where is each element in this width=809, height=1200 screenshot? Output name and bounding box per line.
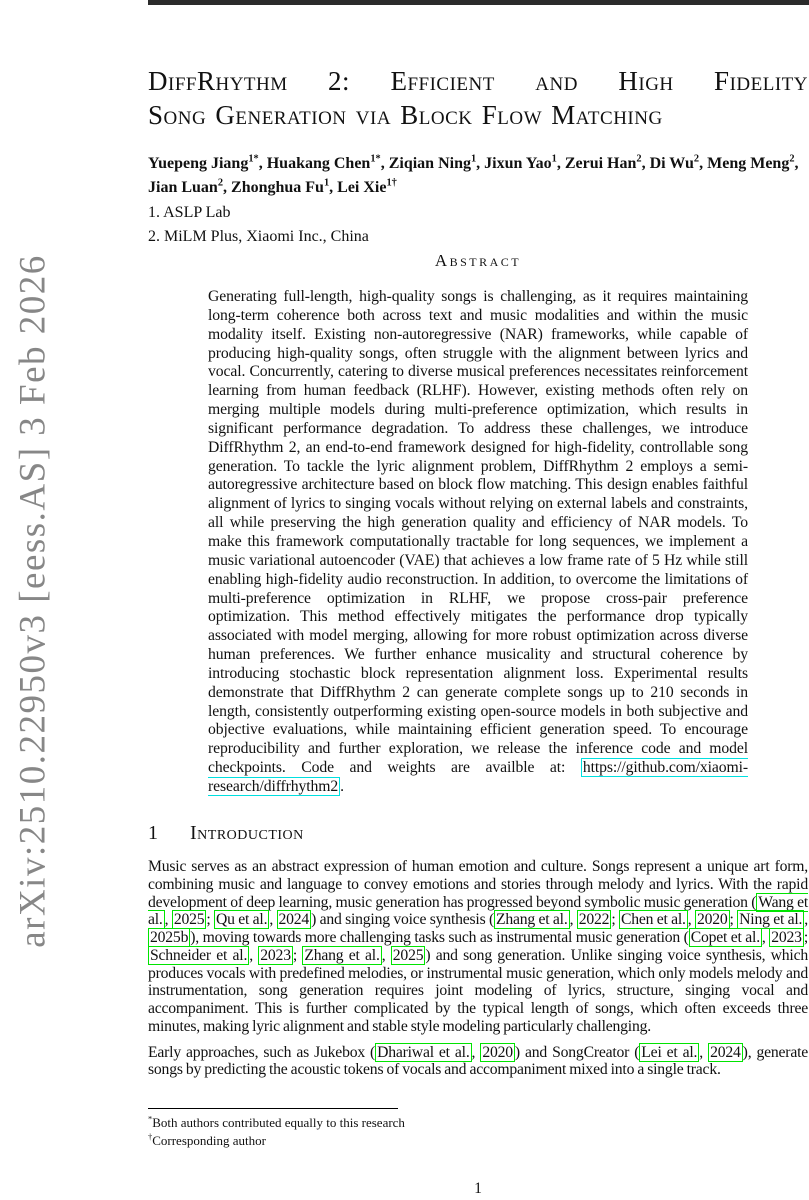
author-superscript: 1: [470, 153, 477, 165]
footnote: *Both authors contributed equally to this research: [148, 1113, 405, 1130]
citation-link[interactable]: Dhariwal et al.: [377, 1043, 470, 1061]
author-superscript: 1: [323, 177, 330, 189]
author: Ziqian Ning$^1$: [388, 153, 477, 172]
author: Zerui Han$^2$: [564, 153, 642, 172]
citation-link[interactable]: 2023: [771, 929, 802, 946]
paper-title: [148, 64, 808, 132]
citation-link[interactable]: 2020: [696, 911, 728, 929]
author-superscript: 1*: [370, 153, 381, 165]
author: Huakang Chen$^{1*}$: [266, 153, 381, 172]
author: Lei Xie$^{1\dagger}$: [337, 177, 397, 196]
citation-link[interactable]: Lei et al.: [641, 1043, 698, 1061]
citation-link[interactable]: 2024: [278, 911, 310, 929]
section-heading-introduction: [148, 822, 304, 845]
footnote-list: [148, 1114, 808, 1149]
author: Jixun Yao$^1$: [484, 153, 557, 172]
affiliation: 2. MiLM Plus, Xiaomi Inc., China: [148, 227, 369, 245]
author: Meng Meng$^2$: [707, 153, 795, 172]
citation-link[interactable]: Wang et al.: [148, 893, 808, 929]
author-superscript: 1*: [248, 153, 259, 165]
affiliation: 1. ASLP Lab: [148, 204, 231, 221]
author-superscript: 2: [636, 153, 642, 165]
arxiv-watermark: arXiv:2510.22950v3 [eess.AS] 3 Feb 2026: [12, 254, 54, 948]
citation-link[interactable]: Ning et al.: [739, 911, 803, 929]
author-superscript: 1†: [386, 177, 397, 189]
citation-link[interactable]: Zhang et al.: [304, 946, 380, 964]
citation-link[interactable]: 2024: [710, 1043, 741, 1061]
citation-link[interactable]: Zhang et al.: [495, 911, 568, 929]
paragraph: Early approaches, such as Jukebox ( Dhariwal et al. , 2020 ) and SongCreator ( Lei et al. , 2024 ), generate songs by predicting the acoustic tokens of vocals and accompaniment mixed into a single track.: [148, 1043, 808, 1079]
footnote-rule: [148, 1108, 398, 1109]
external-url-link[interactable]: https://github.com/xiaomi-research/diffrhythm2: [208, 759, 748, 795]
footnote-marker: *: [148, 1113, 153, 1124]
author: Zhonghua Fu$^1$: [231, 177, 330, 196]
author: Jian Luan$^2$: [148, 177, 224, 196]
footnote-block: [148, 1108, 808, 1149]
author-block: [148, 152, 808, 248]
citation-link[interactable]: 2025: [173, 911, 205, 929]
affiliation-list: [148, 201, 808, 248]
section-title: Introduction: [190, 822, 304, 844]
page-number: 1: [474, 1180, 482, 1197]
citation-link[interactable]: Copet et al.: [690, 929, 760, 946]
citation-link[interactable]: Chen et al.: [620, 911, 686, 929]
paper-title-line2: Song Generation via Block Flow Matching: [148, 100, 663, 130]
citation-link[interactable]: 2022: [578, 911, 610, 929]
author: Di Wu$^2$: [649, 153, 700, 172]
footnote: †Corresponding author: [148, 1131, 266, 1148]
citation-link[interactable]: 2023: [260, 946, 291, 964]
abstract-heading: Abstract: [434, 251, 522, 270]
citation-link[interactable]: Schneider et al.: [150, 946, 248, 964]
footnote-marker: †: [148, 1131, 153, 1142]
page-top-rule: [148, 0, 809, 5]
citation-link[interactable]: 2025: [392, 946, 424, 964]
citation-link[interactable]: 2020: [482, 1043, 513, 1061]
author-superscript: 2: [217, 177, 224, 189]
section-number: 1: [148, 822, 159, 844]
author-list: Yuepeng Jiang$^{1*}$, Huakang Chen$^{1*}$, Ziqian Ning$^1$, Jixun Yao$^1$, Zerui Han$^2$, Di Wu$^2$, Meng Meng$^2$, Jian Luan$^2$, Zhonghua Fu$^1$, Lei Xie$^{1\dagger}$: [148, 153, 799, 196]
abstract-text: Generating full-length, high-quality songs is challenging, as it requires maintaining long-term coherence both across text and music modalities and within the music modality itself. Existing non-autoregressive (NAR) frameworks, while capable of producing high-quality songs, often struggle with the alignment between lyrics and vocal. Concurrently, catering to diverse musical preferences necessitates reinforcement learning from human feedback (RLHF). However, existing methods often rely on merging multiple models during multi-preference optimization, which results in significant performance degradation. To address these challenges, we introduce DiffRhythm 2, an end-to-end framework designed for high-fidelity, controllable song generation. To tackle the lyric alignment problem, DiffRhythm 2 employs a semi-autoregressive architecture based on block flow matching. This design enables faithful alignment of lyrics to singing vocals without relying on external labels and constraints, all while preserving the high generation quality and efficiency of NAR models. To make this framework computationally tractable for long sequences, we implement a music variational autoencoder (VAE) that achieves a low frame rate of 5 Hz while still enabling high-fidelity audio reconstruction. In addition, to overcome the limitations of multi-preference optimization in RLHF, we propose cross-pair preference optimization. This method effectively mitigates the performance drop typically associated with model merging, allowing for more robust optimization across diverse human preferences. We further enhance musicality and structural coherence by introducing stochastic block representation alignment loss. Experimental results demonstrate that DiffRhythm 2 can generate complete songs up to 210 seconds in length, consistently outperforming existing open-source models in both subjective and objective evaluations, while maintaining efficient generation speed. To encourage reproducibility and further exploration, we release the inference code and model checkpoints. Code and weights are availble at: https://github.com/xiaomi-research/diffrhythm2 .: [208, 288, 748, 795]
intro-paragraphs: [148, 858, 808, 1079]
paper-title-line1: DiffRhythm 2: Efficient and High Fidelity: [148, 66, 808, 96]
author: Yuepeng Jiang$^{1*}$: [148, 153, 259, 172]
author-superscript: 2: [693, 153, 700, 165]
author-superscript: 2: [789, 153, 795, 165]
author-superscript: 1: [551, 153, 557, 165]
citation-link[interactable]: 2025b: [150, 929, 189, 946]
citation-link[interactable]: Qu et al.: [216, 911, 268, 929]
paragraph: Music serves as an abstract expression of human emotion and culture. Songs represent a unique art form, combining music and language to convey emotions and stories through melody and lyrics. With the rapid development of deep learning, music generation has progressed beyond symbolic music generation ( Wang et al. , 2025 ; Qu et al. , 2024 ) and singing voice synthesis ( Zhang et al. , 2022 ; Chen et al. , 2020 ; Ning et al. , 2025b ), moving towards more challenging tasks such as instrumental music generation ( Copet et al. , 2023 ; Schneider et al. , 2023 ; Zhang et al. , 2025 ) and song generation. Unlike singing voice synthesis, which produces vocals with predefined melodies, or instrumental music generation, which only models melody and instrumentation, song generation requires joint modeling of lyrics, structure, singing vocal and accompaniment. This is further complicated by the typical length of songs, which often exceeds three minutes, making lyric alignment and stable style modeling particularly challenging.: [148, 858, 808, 1035]
